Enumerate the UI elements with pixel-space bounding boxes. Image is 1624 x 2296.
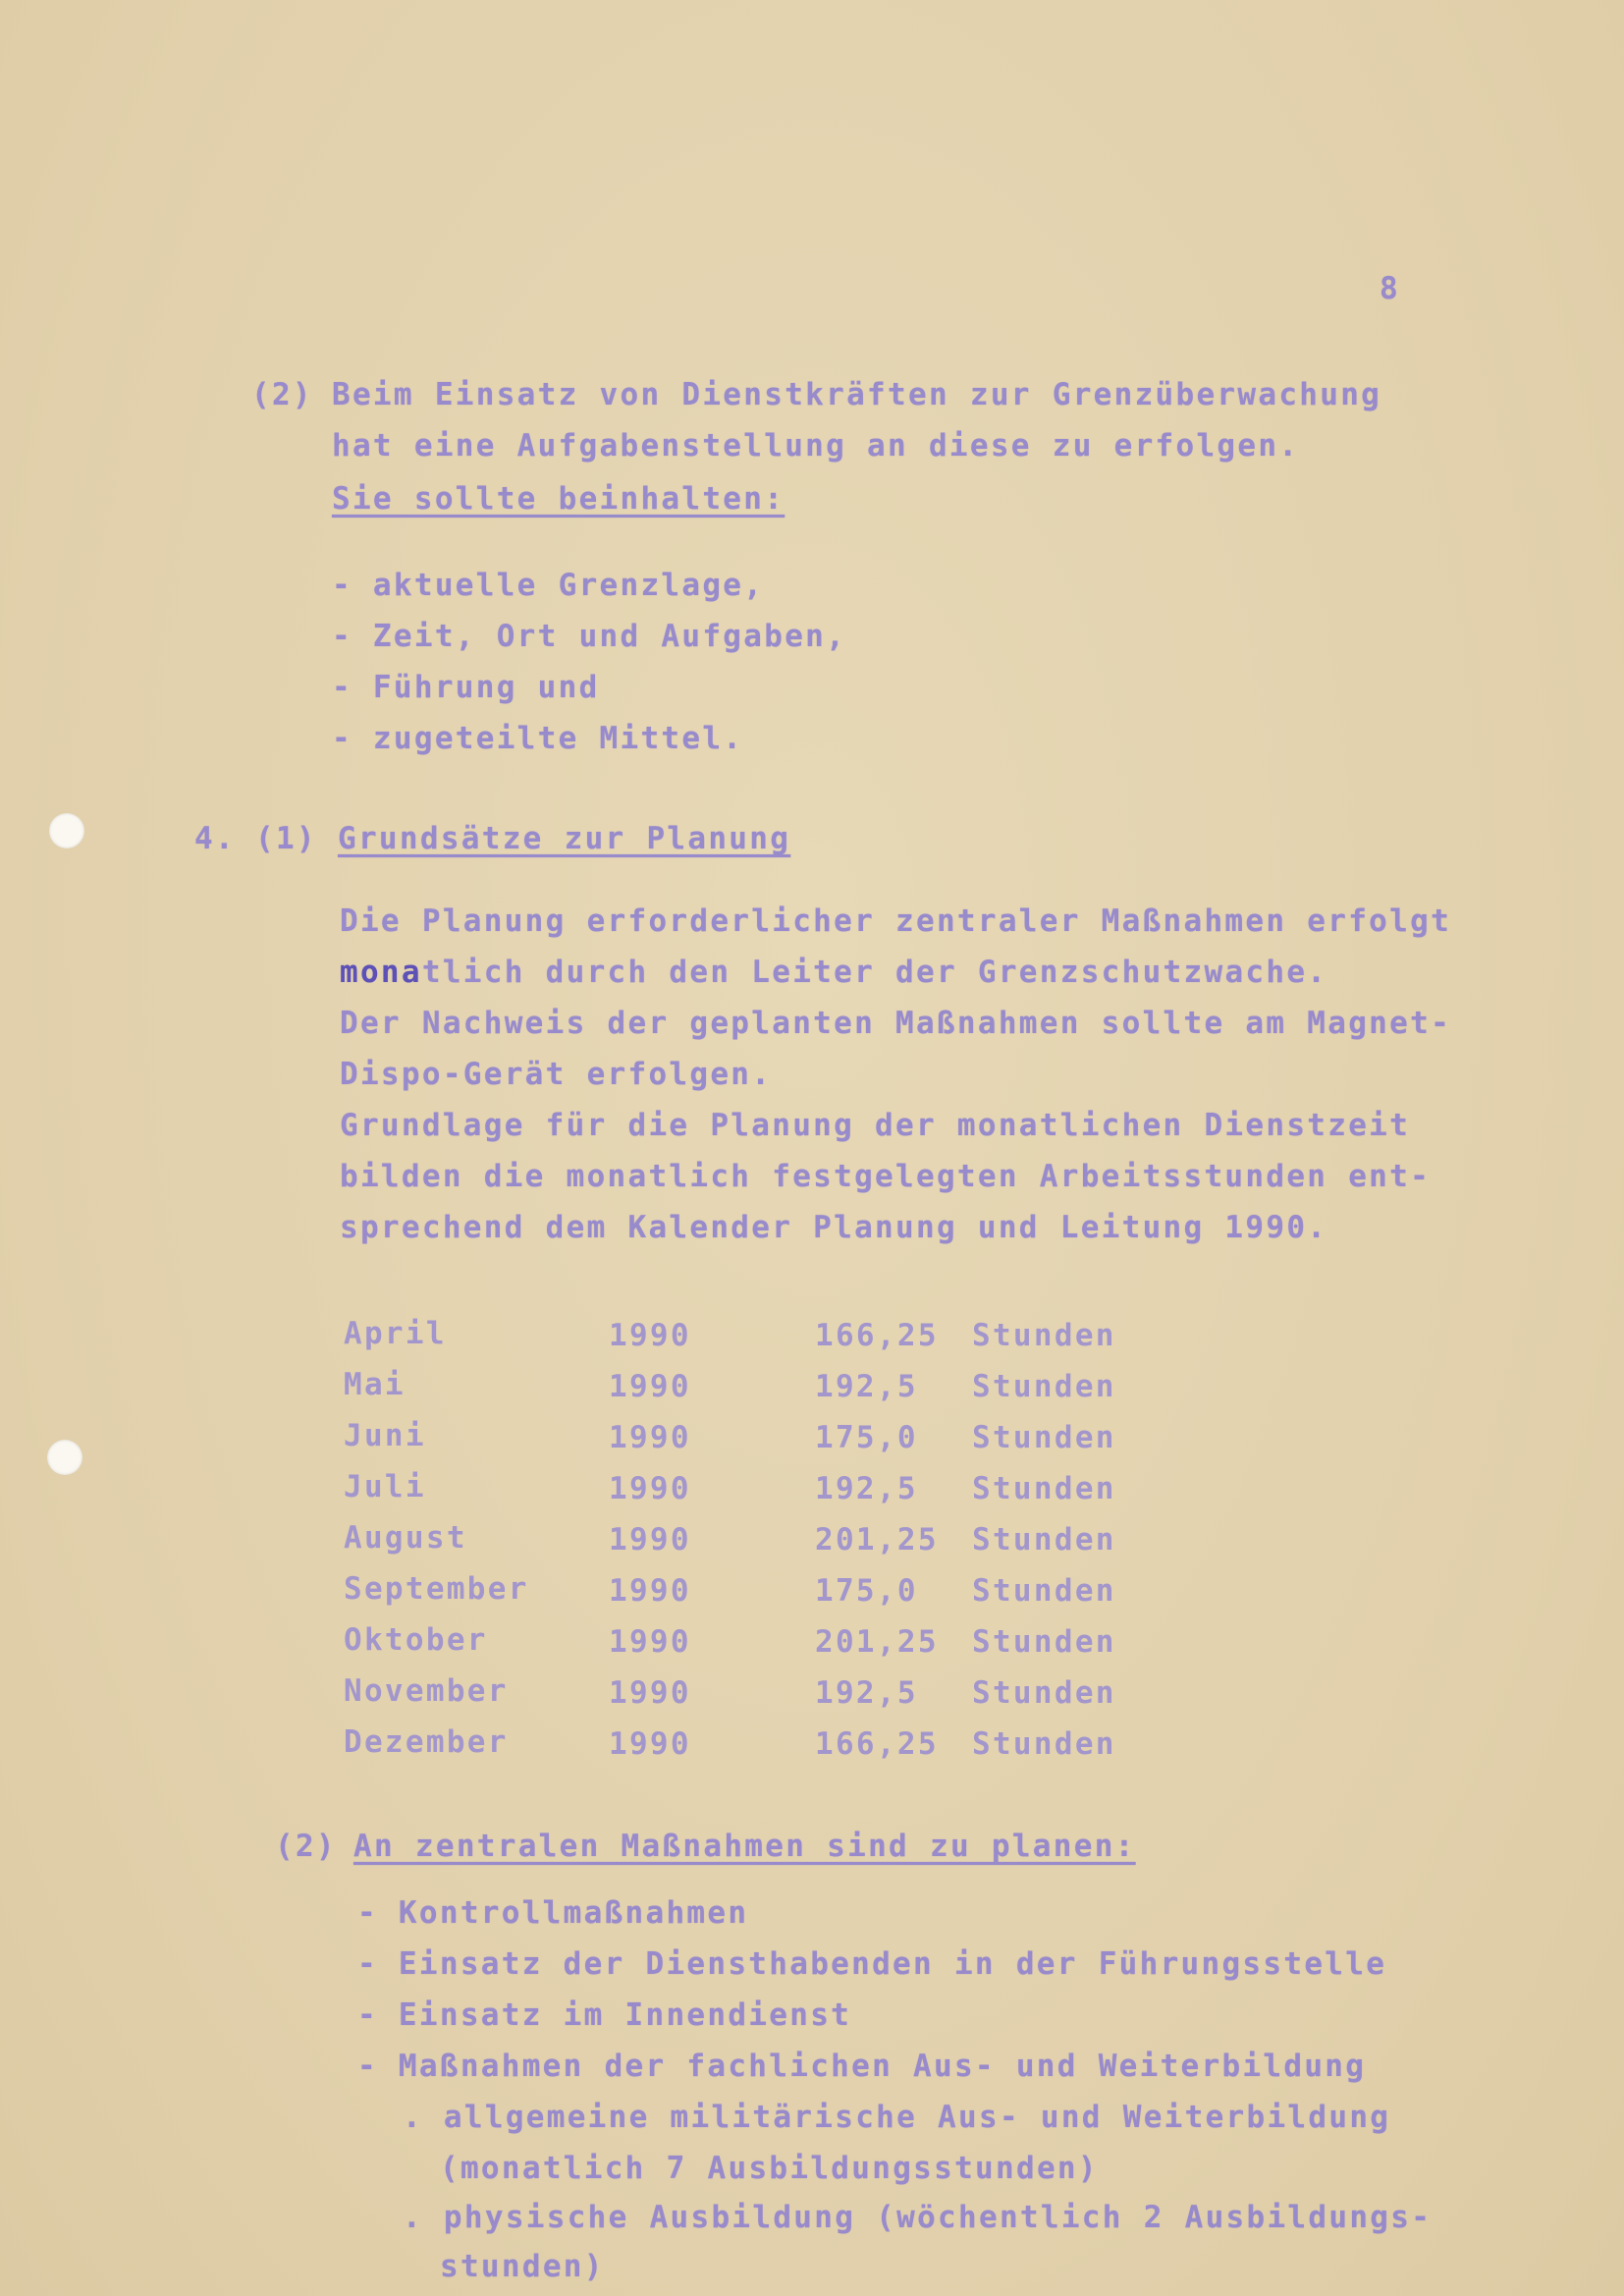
paragraph-line: hat eine Aufgabenstellung an diese zu erfolgen. xyxy=(332,428,1300,464)
table-cell-hours: 192,5 xyxy=(815,1471,918,1506)
table-cell-hours: 166,25 xyxy=(815,1726,939,1762)
table-cell-unit: Stunden xyxy=(972,1369,1116,1404)
list-heading: Sie sollte beinhalten: xyxy=(332,481,785,517)
table-cell-unit: Stunden xyxy=(972,1522,1116,1558)
table-cell-unit: Stunden xyxy=(972,1726,1116,1762)
subsection-label: (1) xyxy=(255,821,317,856)
table-cell-month: September xyxy=(344,1571,529,1607)
section-number: 4. xyxy=(194,821,236,856)
subsection-label: (2) xyxy=(275,1829,337,1864)
table-cell-year: 1990 xyxy=(609,1318,691,1353)
table-cell-month: Mai xyxy=(344,1367,406,1402)
list-item: - aktuelle Grenzlage, xyxy=(332,568,765,603)
page-number: 8 xyxy=(1380,271,1400,306)
table-cell-month: August xyxy=(344,1520,467,1556)
table-cell-unit: Stunden xyxy=(972,1624,1116,1660)
table-cell-month: Dezember xyxy=(344,1724,509,1760)
paragraph-line: Beim Einsatz von Dienstkräften zur Grenzüberwachung xyxy=(332,377,1382,412)
paragraph-line: Grundlage für die Planung der monatlichen Dienstzeit xyxy=(340,1108,1411,1143)
table-cell-month: April xyxy=(344,1316,447,1351)
table-cell-year: 1990 xyxy=(609,1573,691,1609)
paragraph-line: bilden die monatlich festgelegten Arbeitsstunden ent- xyxy=(340,1159,1432,1194)
sub-list-item: . allgemeine militärische Aus- und Weiterbildung xyxy=(403,2100,1391,2135)
sub-list-item: . physische Ausbildung (wöchentlich 2 Ausbildungs- xyxy=(403,2200,1433,2235)
table-cell-year: 1990 xyxy=(609,1624,691,1660)
paragraph-line: sprechend dem Kalender Planung und Leitung 1990. xyxy=(340,1210,1328,1245)
table-cell-month: Oktober xyxy=(344,1622,488,1658)
table-cell-unit: Stunden xyxy=(972,1471,1116,1506)
table-cell-unit: Stunden xyxy=(972,1420,1116,1455)
paragraph-line xyxy=(340,955,1327,990)
table-cell-hours: 201,25 xyxy=(815,1624,939,1660)
table-cell-hours: 175,0 xyxy=(815,1573,918,1609)
list-item: - Zeit, Ort und Aufgaben, xyxy=(332,619,847,654)
list-item: - Einsatz der Diensthabenden in der Führungsstelle xyxy=(357,1946,1387,1982)
table-cell-year: 1990 xyxy=(609,1675,691,1711)
table-cell-year: 1990 xyxy=(609,1471,691,1506)
punch-hole-top xyxy=(49,813,84,848)
paragraph-line: Die Planung erforderlicher zentraler Maßnahmen erfolgt xyxy=(340,903,1452,939)
table-cell-hours: 175,0 xyxy=(815,1420,918,1455)
section-title: Grundsätze zur Planung xyxy=(338,821,791,856)
table-cell-month: Juni xyxy=(344,1418,426,1453)
table-cell-year: 1990 xyxy=(609,1420,691,1455)
list-item: - Maßnahmen der fachlichen Aus- und Weiterbildung xyxy=(357,2049,1367,2084)
subsection-label: (2) xyxy=(251,377,313,412)
table-cell-year: 1990 xyxy=(609,1726,691,1762)
table-cell-hours: 201,25 xyxy=(815,1522,939,1558)
table-cell-year: 1990 xyxy=(609,1522,691,1558)
sub-list-item-continuation: (monatlich 7 Ausbildungsstunden) xyxy=(440,2151,1099,2186)
sub-list-item-continuation: stunden) xyxy=(440,2249,605,2284)
table-cell-hours: 166,25 xyxy=(815,1318,939,1353)
table-cell-month: November xyxy=(344,1673,509,1709)
paragraph-text: tlich durch den Leiter der Grenzschutzwache. xyxy=(421,955,1328,990)
table-cell-year: 1990 xyxy=(609,1369,691,1404)
list-item: - zugeteilte Mittel. xyxy=(332,721,744,756)
list-item: - Führung und xyxy=(332,670,600,705)
list-item: - Einsatz im Innendienst xyxy=(357,1997,852,2033)
list-item: - Kontrollmaßnahmen xyxy=(357,1895,749,1931)
table-cell-hours: 192,5 xyxy=(815,1369,918,1404)
table-cell-month: Juli xyxy=(344,1469,426,1504)
paragraph-line: Der Nachweis der geplanten Maßnahmen sollte am Magnet- xyxy=(340,1006,1452,1041)
punch-hole-bottom xyxy=(47,1440,82,1475)
corrected-text: mona xyxy=(340,955,422,990)
paragraph-line: Dispo-Gerät erfolgen. xyxy=(340,1057,773,1092)
table-cell-unit: Stunden xyxy=(972,1573,1116,1609)
table-cell-unit: Stunden xyxy=(972,1675,1116,1711)
table-cell-hours: 192,5 xyxy=(815,1675,918,1711)
table-cell-unit: Stunden xyxy=(972,1318,1116,1353)
section-title: An zentralen Maßnahmen sind zu planen: xyxy=(353,1829,1136,1864)
